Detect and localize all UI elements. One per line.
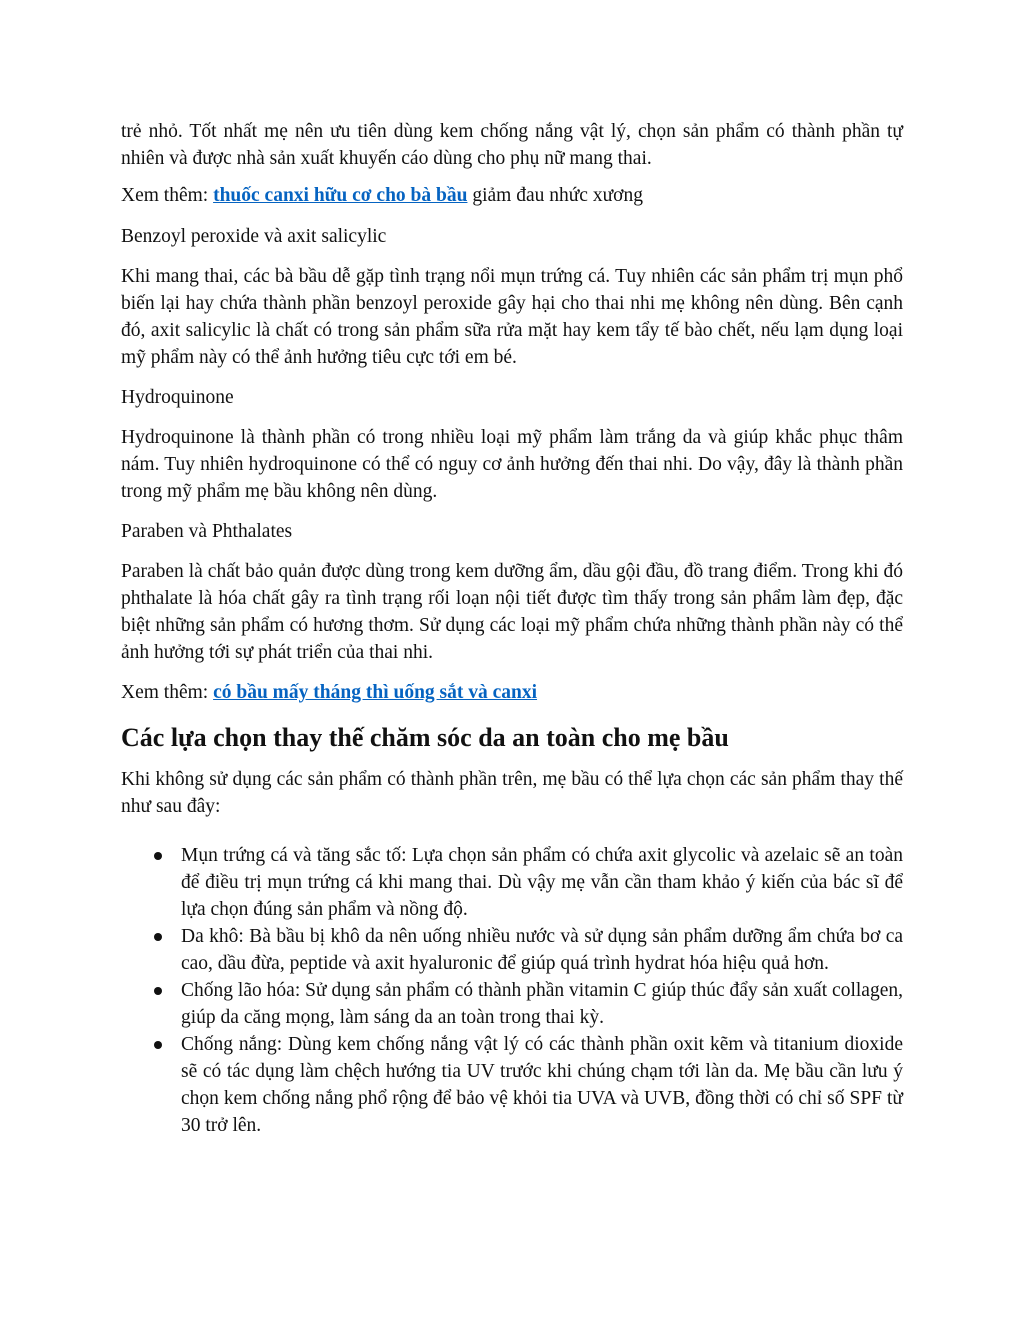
paragraph-hydroquinone: Hydroquinone là thành phần có trong nhiều loại mỹ phẩm làm trắng da và giúp khắc phục thâm nám. Tuy nhiên hydroquinone có thể có nguy cơ ảnh hưởng đến thai nhi. Do vậy, đây là thành phần trong mỹ phẩm mẹ bầu không nên dùng. — [121, 427, 903, 502]
see-more-suffix: giảm đau nhức xương — [467, 185, 643, 206]
list-item-text: Mụn trứng cá và tăng sắc tố: Lựa chọn sản phẩm có chứa axit glycolic và azelaic sẽ an toàn để điều trị mụn trứng cá khi mang thai. Dù vậy mẹ vẫn cần tham khảo ý kiến của bác sĩ để lựa chọn đúng sản phẩm và nồng độ. — [181, 845, 903, 920]
link-calcium-for-pregnant[interactable]: thuốc canxi hữu cơ cho bà bầu — [213, 185, 468, 206]
link-iron-calcium-months[interactable]: có bầu mấy tháng thì uống sắt và canxi — [213, 682, 538, 703]
paragraph-sunscreen-continued: trẻ nhỏ. Tốt nhất mẹ nên ưu tiên dùng kem chống nắng vật lý, chọn sản phẩm có thành phần tự nhiên và được nhà sản xuất khuyến cáo dùng cho phụ nữ mang thai. — [121, 121, 903, 169]
document-page — [121, 118, 903, 1139]
section-heading: Các lựa chọn thay thế chăm sóc da an toàn cho mẹ bầu — [121, 723, 729, 752]
subheading-hydroquinone: Hydroquinone — [121, 387, 234, 408]
section-intro: Khi không sử dụng các sản phẩm có thành phần trên, mẹ bầu có thể lựa chọn các sản phẩm thay thế như sau đây: — [121, 769, 903, 817]
bullet-icon — [154, 933, 162, 941]
list-item — [121, 842, 903, 923]
see-more-line-1 — [121, 182, 903, 209]
subheading-benzoyl: Benzoyl peroxide và axit salicylic — [121, 226, 387, 247]
paragraph-paraben: Paraben là chất bảo quản được dùng trong kem dưỡng ẩm, dầu gội đầu, đồ trang điểm. Trong khi đó phthalate là hóa chất gây ra tình trạng rối loạn nội tiết được tìm thấy trong sản phẩm làm đẹp, đặc biệt những sản phẩm có hương thơm. Sử dụng các loại mỹ phẩm chứa những thành phần này có thể ảnh hưởng tới sự phát triển của thai nhi. — [121, 561, 903, 663]
list-item-text: Chống lão hóa: Sử dụng sản phẩm có thành phần vitamin C giúp thúc đẩy sản xuất collagen, giúp da căng mọng, làm sáng da an toàn trong thai kỳ. — [181, 980, 903, 1028]
see-more-prefix: Xem thêm: — [121, 682, 214, 703]
list-item-text: Da khô: Bà bầu bị khô da nên uống nhiều nước và sử dụng sản phẩm dưỡng ẩm chứa bơ ca cao, dầu đừa, peptide và axit hyaluronic để giúp quá trình hydrat hóa hiệu quả hơn. — [181, 926, 903, 974]
see-more-prefix: Xem thêm: — [121, 185, 214, 206]
list-item — [121, 977, 903, 1031]
alternatives-list — [121, 842, 903, 1139]
bullet-icon — [154, 1041, 162, 1049]
subheading-paraben: Paraben và Phthalates — [121, 521, 293, 542]
paragraph-benzoyl: Khi mang thai, các bà bầu dễ gặp tình trạng nổi mụn trứng cá. Tuy nhiên các sản phẩm trị mụn phổ biến lại hay chứa thành phần benzoyl peroxide gây hại cho thai nhi mẹ không nên dùng. Bên cạnh đó, axit salicylic là chất có trong sản phẩm sữa rửa mặt hay kem tẩy tế bào chết, nếu lạm dụng loại mỹ phẩm này có thể ảnh hưởng tiêu cực tới em bé. — [121, 266, 903, 368]
see-more-line-2 — [121, 679, 903, 706]
list-item-text: Chống nắng: Dùng kem chống nắng vật lý có các thành phần oxit kẽm và titanium dioxide sẽ có tác dụng làm chệch hướng tia UV trước khi chúng chạm tới làn da. Mẹ bầu cần lưu ý chọn kem chống nắng phổ rộng để bảo vệ khỏi tia UVA và UVB, đồng thời có chỉ số SPF từ 30 trở lên. — [181, 1034, 903, 1136]
list-item — [121, 923, 903, 977]
bullet-icon — [154, 987, 162, 995]
bullet-icon — [154, 852, 162, 860]
list-item — [121, 1031, 903, 1139]
